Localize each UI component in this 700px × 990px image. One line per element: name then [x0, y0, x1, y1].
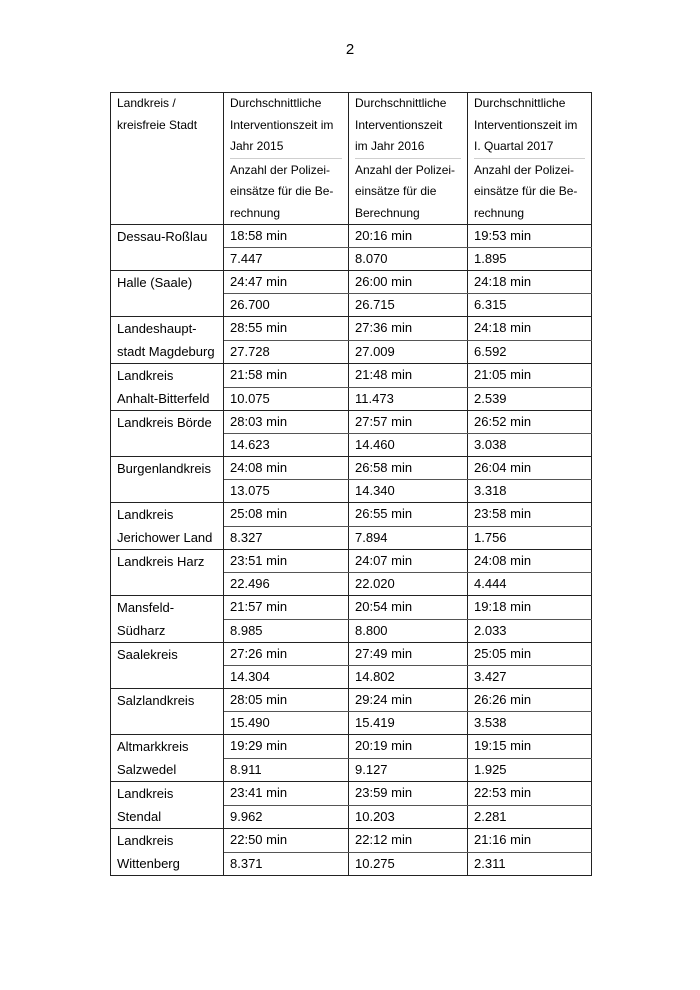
page-number: 2	[345, 41, 355, 58]
intervention-time-cell: 27:57 min	[349, 411, 468, 434]
operations-count-cell: 14.802	[349, 666, 468, 689]
operations-count-cell: 9.127	[349, 758, 468, 782]
header-2017: Durchschnittliche Interventionszeit im I. Quartal 2017	[468, 93, 592, 158]
intervention-time-cell: 26:55 min	[349, 503, 468, 527]
intervention-time-cell: 22:12 min	[349, 829, 468, 853]
operations-count-cell: 8.800	[349, 619, 468, 643]
operations-count-cell: 9.962	[224, 805, 349, 829]
table-row	[111, 735, 592, 759]
operations-count-cell: 14.304	[224, 666, 349, 689]
intervention-time-cell: 23:41 min	[224, 782, 349, 806]
subheader-2016: Anzahl der Polizei- einsätze für die Berechnung	[349, 158, 468, 225]
operations-count-cell: 10.275	[349, 852, 468, 876]
intervention-time-cell: 24:47 min	[224, 271, 349, 294]
operations-count-cell: 2.539	[468, 387, 592, 411]
intervention-time-cell: 18:58 min	[224, 225, 349, 248]
operations-count-cell: 1.895	[468, 248, 592, 271]
intervention-time-cell: 21:57 min	[224, 596, 349, 620]
table-row	[111, 782, 592, 806]
intervention-time-cell: 26:52 min	[468, 411, 592, 434]
operations-count-cell: 15.419	[349, 712, 468, 735]
intervention-time-cell: 21:16 min	[468, 829, 592, 853]
table-row	[111, 829, 592, 853]
operations-count-cell: 3.038	[468, 434, 592, 457]
operations-count-cell: 2.033	[468, 619, 592, 643]
operations-count-cell: 13.075	[224, 480, 349, 503]
intervention-time-cell: 24:08 min	[224, 457, 349, 480]
region-name: Altmarkkreis Salzwedel	[111, 735, 224, 782]
region-name: Dessau-Roßlau	[111, 225, 224, 271]
operations-count-cell: 3.427	[468, 666, 592, 689]
table-row	[111, 317, 592, 341]
intervention-time-cell: 19:15 min	[468, 735, 592, 759]
intervention-time-cell: 27:36 min	[349, 317, 468, 341]
operations-count-cell: 8.911	[224, 758, 349, 782]
operations-count-cell: 2.281	[468, 805, 592, 829]
intervention-time-cell: 19:18 min	[468, 596, 592, 620]
table-row	[111, 411, 592, 434]
intervention-time-cell: 19:53 min	[468, 225, 592, 248]
operations-count-cell: 15.490	[224, 712, 349, 735]
operations-count-cell: 11.473	[349, 387, 468, 411]
intervention-time-cell: 24:18 min	[468, 317, 592, 341]
intervention-time-cell: 23:58 min	[468, 503, 592, 527]
operations-count-cell: 14.623	[224, 434, 349, 457]
intervention-time-cell: 25:08 min	[224, 503, 349, 527]
operations-count-cell: 7.894	[349, 526, 468, 550]
operations-count-cell: 3.538	[468, 712, 592, 735]
intervention-time-cell: 24:08 min	[468, 550, 592, 573]
operations-count-cell: 27.728	[224, 340, 349, 364]
region-name: Landkreis Jerichower Land	[111, 503, 224, 550]
region-name: Salzlandkreis	[111, 689, 224, 735]
table-row	[111, 364, 592, 388]
intervention-time-cell: 20:16 min	[349, 225, 468, 248]
table-row	[111, 689, 592, 712]
intervention-time-cell: 22:53 min	[468, 782, 592, 806]
region-name: Saalekreis	[111, 643, 224, 689]
region-name: Landeshaupt- stadt Magdeburg	[111, 317, 224, 364]
operations-count-cell: 8.985	[224, 619, 349, 643]
subheader-2015: Anzahl der Polizei- einsätze für die Be- rechnung	[224, 158, 349, 225]
intervention-time-cell: 21:05 min	[468, 364, 592, 388]
region-name: Landkreis Wittenberg	[111, 829, 224, 876]
operations-count-cell: 26.700	[224, 294, 349, 317]
intervention-time-cell: 24:18 min	[468, 271, 592, 294]
operations-count-cell: 8.371	[224, 852, 349, 876]
intervention-time-cell: 27:26 min	[224, 643, 349, 666]
intervention-time-cell: 20:19 min	[349, 735, 468, 759]
intervention-time-cell: 20:54 min	[349, 596, 468, 620]
intervention-time-cell: 25:05 min	[468, 643, 592, 666]
intervention-time-cell: 27:49 min	[349, 643, 468, 666]
operations-count-cell: 3.318	[468, 480, 592, 503]
intervention-time-cell: 26:00 min	[349, 271, 468, 294]
table-row	[111, 271, 592, 294]
operations-count-cell: 22.020	[349, 573, 468, 596]
subheader-2017: Anzahl der Polizei- einsätze für die Be- rechnung	[468, 158, 592, 225]
operations-count-cell: 14.340	[349, 480, 468, 503]
operations-count-cell: 2.311	[468, 852, 592, 876]
intervention-time-cell: 24:07 min	[349, 550, 468, 573]
intervention-time-cell: 19:29 min	[224, 735, 349, 759]
operations-count-cell: 10.203	[349, 805, 468, 829]
intervention-time-cell: 21:48 min	[349, 364, 468, 388]
operations-count-cell: 1.756	[468, 526, 592, 550]
intervention-time-cell: 28:05 min	[224, 689, 349, 712]
operations-count-cell: 22.496	[224, 573, 349, 596]
operations-count-cell: 14.460	[349, 434, 468, 457]
table-row	[111, 457, 592, 480]
table-row	[111, 225, 592, 248]
operations-count-cell: 8.070	[349, 248, 468, 271]
operations-count-cell: 6.592	[468, 340, 592, 364]
table-row	[111, 550, 592, 573]
region-name: Halle (Saale)	[111, 271, 224, 317]
region-name: Landkreis Anhalt-Bitterfeld	[111, 364, 224, 411]
table-row	[111, 503, 592, 527]
intervention-time-cell: 26:04 min	[468, 457, 592, 480]
header-region: Landkreis / kreisfreie Stadt	[111, 93, 224, 225]
operations-count-cell: 27.009	[349, 340, 468, 364]
table-body	[111, 225, 592, 876]
intervention-time-cell: 28:55 min	[224, 317, 349, 341]
intervention-time-cell: 22:50 min	[224, 829, 349, 853]
header-2016: Durchschnittliche Interventionszeit im Jahr 2016	[349, 93, 468, 158]
operations-count-cell: 4.444	[468, 573, 592, 596]
operations-count-cell: 8.327	[224, 526, 349, 550]
region-name: Landkreis Stendal	[111, 782, 224, 829]
intervention-time-cell: 23:51 min	[224, 550, 349, 573]
intervention-time-cell: 26:58 min	[349, 457, 468, 480]
intervention-time-cell: 29:24 min	[349, 689, 468, 712]
header-2015: Durchschnittliche Interventionszeit im Jahr 2015	[224, 93, 349, 158]
intervention-time-cell: 21:58 min	[224, 364, 349, 388]
region-name: Landkreis Börde	[111, 411, 224, 457]
table-header	[111, 93, 592, 225]
operations-count-cell: 6.315	[468, 294, 592, 317]
operations-count-cell: 26.715	[349, 294, 468, 317]
region-name: Landkreis Harz	[111, 550, 224, 596]
region-name: Mansfeld- Südharz	[111, 596, 224, 643]
region-name: Burgenlandkreis	[111, 457, 224, 503]
intervention-time-cell: 23:59 min	[349, 782, 468, 806]
table-row	[111, 596, 592, 620]
operations-count-cell: 1.925	[468, 758, 592, 782]
intervention-time-table	[110, 92, 592, 876]
intervention-time-cell: 28:03 min	[224, 411, 349, 434]
operations-count-cell: 10.075	[224, 387, 349, 411]
intervention-time-cell: 26:26 min	[468, 689, 592, 712]
table-row	[111, 643, 592, 666]
operations-count-cell: 7.447	[224, 248, 349, 271]
